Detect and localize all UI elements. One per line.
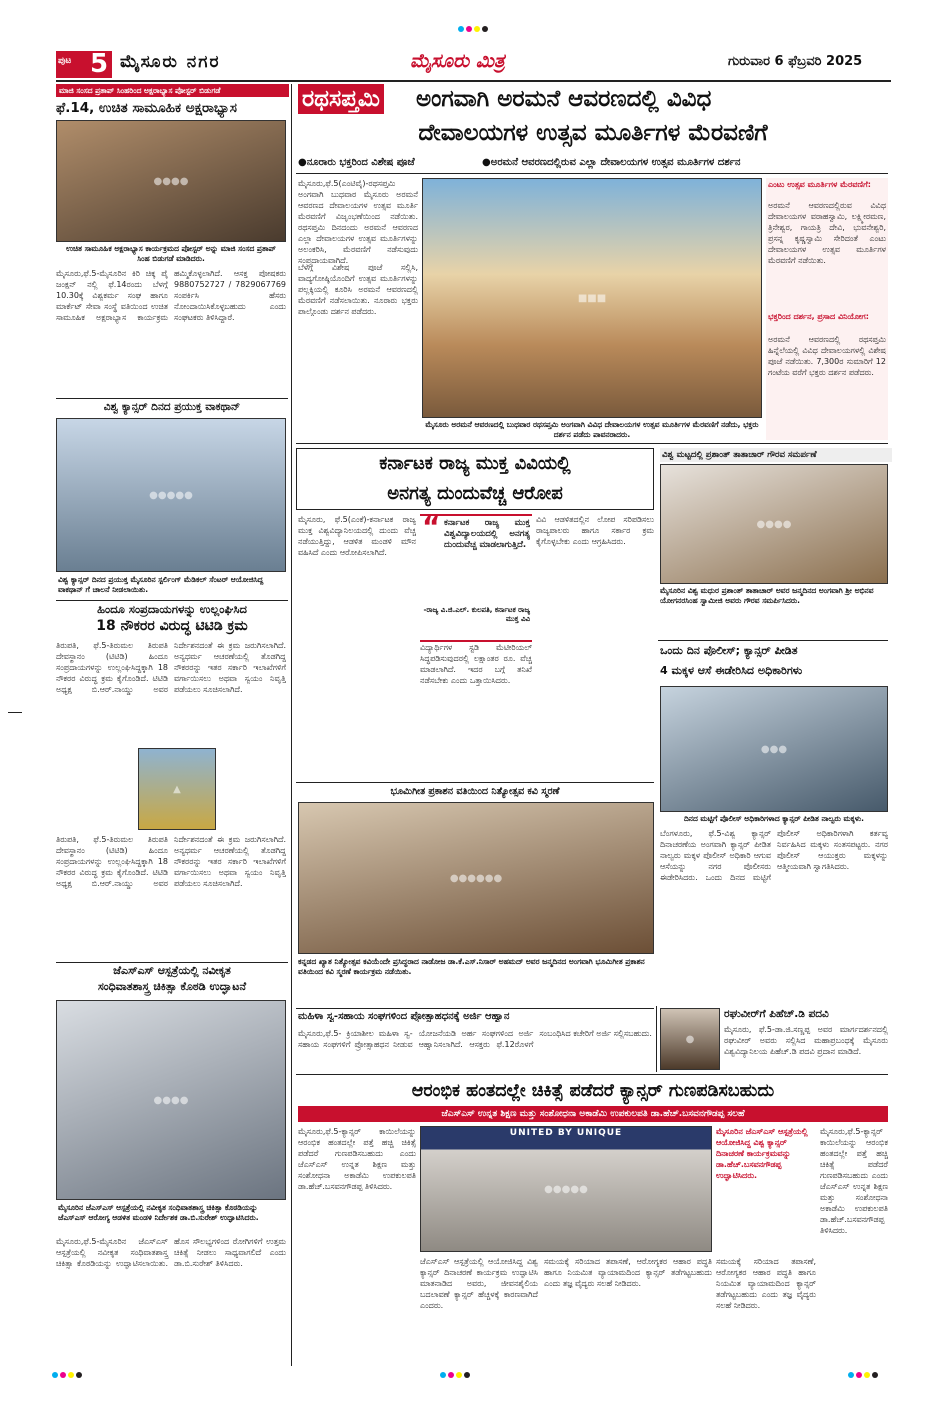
karnataka-col2: ವಿದ್ಯಾರ್ಥಿಗಳ ಸ್ಟಡಿ ಮೆಟೀರಿಯಲ್ ಸಿದ್ಧಪಡಿಸುವುದರಲ್ಲಿ ಲಕ್ಷಾಂತರ ರೂ. ವೆಚ್ಚ ಮಾಡಲಾಗಿದೆ. ಇದರ ಬಗ್ಗೆ ತನಿಖೆ ನಡೆಸಬೇಕು ಎಂದು ಒತ್ತಾಯಿಸಿದರು. — [420, 643, 532, 685]
section-title: ಮೈಸೂರು ನಗರ — [120, 52, 221, 72]
honor-caption: ಮೈಸೂರಿನ ವಿಶ್ವ ಮಧುರ ಪ್ರಶಾಂತ್ ತಾತಾಚಾರ್ ಅವರ ಜನ್ಮದಿನದ ಅಂಗವಾಗಿ ಶ್ರೀ ಅಭಿನವ ಯೋಗನರಸಿಂಹ ಸ್ವಾಮೀಜಿ ಅವರು ಗೌರವ ಸಮರ್ಪಿಸಿದರು. — [660, 586, 874, 605]
cmyk-dot — [864, 1372, 870, 1378]
ttd-body-cont: ತಿರುಪತಿ, ಫೆ.5-ತಿರುಮಲ ತಿರುಪತಿ ದೇವಸ್ಥಾನಂ (ಟಿಟಿಡಿ) ಹಿಂದೂ ಸಂಪ್ರದಾಯಗಳನ್ನು ಉಲ್ಲಂಘಿಸಿದ್ದಕ್ಕಾಗಿ 18 ನೌಕರರ ವಿರುದ್ಧ ಕ್ರಮ ಕೈಗೊಂಡಿದೆ. ಟಿಟಿಡಿ ಅಧ್ಯಕ್ಷ ಬಿ.ಆರ್.ನಾಯ್ಡು ಅವರ ನಿರ್ದೇಶನದಂತೆ ಈ ಕ್ರಮ ಜರುಗಿಸಲಾಗಿದೆ. ಅನ್ಯಧರ್ಮ ಆಚರಣೆಯಲ್ಲಿ ತೊಡಗಿದ್ದ ನೌಕರರನ್ನು ಇತರ ಸರ್ಕಾರಿ ಇಲಾಖೆಗಳಿಗೆ ವರ್ಗಾಯಿಸಲು ಅಥವಾ ಸ್ವಯಂ ನಿವೃತ್ತಿ ಪಡೆಯಲು ಸೂಚಿಸಲಾಗಿದೆ. — [56, 835, 286, 888]
cancer-col4: ಮೈಸೂರು,ಫೆ.5-ಕ್ಯಾನ್ಸರ್ ಕಾಯಿಲೆಯನ್ನು ಆರಂಭಿಕ ಹಂತದಲ್ಲೇ ಪತ್ತೆ ಹಚ್ಚಿ ಚಿಕಿತ್ಸೆ ಪಡೆದರೆ ಗುಣಪಡಿಸಬಹುದು ಎಂದು ಜೆಎಸ್‌ಎಸ್ ಉನ್ನತ ಶಿಕ್ಷಣ ಮತ್ತು ಸಂಶೋಧನಾ ಅಕಾಡೆಮಿ ಉಪಕುಲಪತಿ ಡಾ.ಹೆಚ್.ಬಸವನಗೌಡಪ್ಪ ತಿಳಿಸಿದರು. — [820, 1127, 888, 1235]
kavi-rule-top — [296, 782, 654, 783]
karnataka-quote: ಕರ್ನಾಟಕ ರಾಜ್ಯ ಮುಕ್ತ ವಿಶ್ವವಿದ್ಯಾಲಯದಲ್ಲಿ ಅನಗತ್ಯ ದುಂದುವೆಚ್ಚ ಮಾಡಲಾಗುತ್ತಿದೆ. — [444, 518, 530, 550]
cmyk-dot — [68, 1372, 74, 1378]
cmyk-dot — [464, 1372, 470, 1378]
cmyk-marks-top — [458, 26, 488, 32]
police-body: ಬೆಂಗಳೂರು, ಫೆ.5-ವಿಶ್ವ ಕ್ಯಾನ್ಸರ್ ದಿನಾಚರಣೆಯ ಅಂಗವಾಗಿ ಕ್ಯಾನ್ಸರ್ ಪೀಡಿತ ನಾಲ್ವರು ಮಕ್ಕಳ ಪೊಲೀಸ್ ಅಧಿಕಾರಿ ಆಗುವ ಆಸೆಯನ್ನು ನಗರ ಪೊಲೀಸರು ಈಡೇರಿಸಿದರು. ಒಂದು ದಿನದ ಮಟ್ಟಿಗೆ ಪೊಲೀಸ್ ಅಧಿಕಾರಿಗಳಾಗಿ ಕರ್ತವ್ಯ ನಿರ್ವಹಿಸಿದ ಮಕ್ಕಳು ಸಂತಸಪಟ್ಟರು. ನಗರ ಪೊಲೀಸ್ ಆಯುಕ್ತರು ಮಕ್ಕಳನ್ನು ಆತ್ಮೀಯವಾಗಿ ಸ್ವಾಗತಿಸಿದರು. — [660, 829, 888, 882]
ttd-temple-photo: ▲ — [138, 748, 216, 830]
cmyk-marks-bottom-left — [52, 1372, 82, 1378]
phd-headline: ರಘುವೀರ್‌ಗೆ ಪಿಹೆಚ್.ಡಿ ಪದವಿ — [724, 1008, 829, 1020]
kavi-photo: ●●●●●● — [298, 802, 654, 954]
cmyk-dot — [76, 1372, 82, 1378]
fold-mark — [8, 712, 22, 713]
police-rule-top — [658, 640, 888, 641]
cancer-col2: ಜೆಎಸ್‌ಎಸ್ ಆಸ್ಪತ್ರೆಯಲ್ಲಿ ಆಯೋಜಿಸಿದ್ದ ವಿಶ್ವ ಕ್ಯಾನ್ಸರ್ ದಿನಾಚರಣೆ ಕಾರ್ಯಕ್ರಮ ಉದ್ಘಾಟಿಸಿ ಮಾತನಾಡಿದ ಅವರು, ಜೀವನಶೈಲಿಯ ಬದಲಾವಣೆ ಕ್ಯಾನ್ಸರ್ ಹೆಚ್ಚಳಕ್ಕೆ ಕಾರಣವಾಗಿದೆ ಎಂದರು. — [420, 1257, 538, 1310]
walkathon-rule-top — [56, 398, 288, 399]
rathasaptami-headline-highlight: ರಥಸಪ್ತಮಿ — [298, 84, 384, 114]
masthead-rule — [56, 80, 891, 82]
literacy-photo: ●●●● — [56, 120, 286, 242]
walkathon-photo: ●●●●● — [56, 418, 286, 572]
rathasaptami-side-body2: ಅರಮನೆ ಆವರಣದಲ್ಲಿ ರಥಸಪ್ತಮಿ ಹಿನ್ನೆಲೆಯಲ್ಲಿ ವಿವಿಧ ದೇವಾಲಯಗಳಲ್ಲಿ ವಿಶೇಷ ಪೂಜೆ ನಡೆಯಿತು. 7,300ರ ಸುಮಾರಿಗೆ 12 ಗಂಟೆಯ ವರೆಗೆ ಭಕ್ತರು ದರ್ಶನ ಪಡೆದರು. — [768, 335, 886, 377]
cancer-headline: ಆರಂಭಿಕ ಹಂತದಲ್ಲೇ ಚಿಕಿತ್ಸೆ ಪಡೆದರೆ ಕ್ಯಾನ್ಸರ್ ಗುಣಪಡಿಸಬಹುದು — [411, 1081, 775, 1101]
cmyk-dot — [440, 1372, 446, 1378]
jss-headline-1: ಜೆಎಸ್‌ಎಸ್ ಆಸ್ಪತ್ರೆಯಲ್ಲಿ ನವೀಕೃತ — [113, 964, 231, 977]
walkathon-headline: ವಿಶ್ವ ಕ್ಯಾನ್ಸರ್ ದಿನದ ಪ್ರಯುಕ್ತ ವಾಕಥಾನ್ — [103, 401, 241, 413]
kavi-caption: ಕನ್ನಡದ ಖ್ಯಾತ ನಿತ್ಯೋತ್ಸವ ಕವಿಯೆಂದೇ ಪ್ರಸಿದ್ಧರಾದ ನಾಡೋಜ ಡಾ.ಕೆ.ಎಸ್.ನಿಸಾರ್ ಅಹಮದ್ ಅವರ ಜನ್ಮದಿನದ ಅಂಗವಾಗಿ ಭೂಮಿಗೀತ ಪ್ರಕಾಶನ ವತಿಯಿಂದ ಕವಿ ಸ್ಮರಣೆ ಕಾರ್ಯಕ್ರಮ ನಡೆಯಿತು. — [298, 957, 645, 976]
cancer-side-caption: ಮೈಸೂರಿನ ಜೆಎಸ್‌ಎಸ್ ಆಸ್ಪತ್ರೆಯಲ್ಲಿ ಆಯೋಜಿಸಿದ್ದ ವಿಶ್ವ ಕ್ಯಾನ್ಸರ್ ದಿನಾಚರಣೆ ಕಾರ್ಯಕ್ರಮವನ್ನು ಡಾ.ಹೆಚ್.ಬಸವನಗೌಡಪ್ಪ ಉದ್ಘಾಟಿಸಿದರು. — [716, 1127, 808, 1180]
rathasaptami-side-body: ಅರಮನೆ ಆವರಣದಲ್ಲಿರುವ ವಿವಿಧ ದೇವಾಲಯಗಳ ವರಾಹಸ್ವಾಮಿ, ಲಕ್ಷ್ಮೀರಮಣ, ತ್ರಿನೇಶ್ವರ, ಗಾಯತ್ರಿ ದೇವಿ, ಭುವನೇಶ್ವರಿ, ಪ್ರಸನ್ನ ಕೃಷ್ಣಸ್ವಾಮಿ ಸೇರಿದಂತೆ ಎಂಟು ದೇವಾಲಯಗಳ ಉತ್ಸವ ಮೂರ್ತಿಗಳ ಮೆರವಣಿಗೆ ನಡೆಯಿತು. — [768, 201, 886, 265]
cmyk-dot — [848, 1372, 854, 1378]
cmyk-dot — [458, 26, 464, 32]
cmyk-marks-bottom-right — [848, 1372, 878, 1378]
cmyk-dot — [466, 26, 472, 32]
rathasaptami-headline-1: ಅಂಗವಾಗಿ ಅರಮನೆ ಆವರಣದಲ್ಲಿ ವಿವಿಧ — [416, 86, 712, 112]
left-column-rule — [291, 84, 292, 1366]
cancer-col5: ಸಮಯಕ್ಕೆ ಸರಿಯಾದ ತಪಾಸಣೆ, ಆರೋಗ್ಯಕರ ಆಹಾರ ಪದ್ಧತಿ ಹಾಗೂ ನಿಯಮಿತ ವ್ಯಾಯಾಮದಿಂದ ಕ್ಯಾನ್ಸರ್ ತಡೆಗಟ್ಟಬಹುದು ಎಂದು ತಜ್ಞ ವೈದ್ಯರು ಸಲಹೆ ನೀಡಿದರು. — [716, 1257, 816, 1310]
cmyk-dot — [60, 1372, 66, 1378]
jss-rule-top — [56, 962, 288, 963]
karnataka-headline-1: ಕರ್ನಾಟಕ ರಾಜ್ಯ ಮುಕ್ತ ವಿವಿಯಲ್ಲಿ — [379, 453, 571, 474]
honor-photo: ●●●● — [660, 464, 888, 584]
literacy-kicker: ಮಾಜಿ ಸಂಸದ ಪ್ರತಾಪ್ ಸಿಂಹರಿಂದ ಅಕ್ಷರಾಭ್ಯಾಸ ಪೋಸ್ಟರ್ ಬಿಡುಗಡೆ — [56, 84, 289, 97]
ttd-headline-1: ಹಿಂದೂ ಸಂಪ್ರದಾಯಗಳನ್ನು ಉಲ್ಲಂಘಿಸಿದ — [97, 602, 247, 616]
literacy-headline: ಫೆ.14, ಉಚಿತ ಸಾಮೂಹಿಕ ಅಕ್ಷರಾಭ್ಯಾಸ — [56, 100, 237, 116]
cancer-rule-top — [296, 1074, 888, 1075]
literacy-body: ಮೈಸೂರು,ಫೆ.5-ಮೈಸೂರಿನ ಕಿರಿ ಚಿಕ್ಕ ಪೈ ಜಂಕ್ಷನ್ ನಲ್ಲಿ ಫೆ.14ರಂದು ಬೆಳಗ್ಗೆ 10.30ಕ್ಕೆ ವಿಶ್ವಕರ್ಮ ಸಂಘ ಹಾಗೂ ಮಾರ್ಕೆಟ್ ಸೇವಾ ಸಂಸ್ಥೆ ವತಿಯಿಂದ ಉಚಿತ ಸಾಮೂಹಿಕ ಅಕ್ಷರಾಭ್ಯಾಸ ಕಾರ್ಯಕ್ರಮ ಹಮ್ಮಿಕೊಳ್ಳಲಾಗಿದೆ. ಆಸಕ್ತ ಪೋಷಕರು 9880752727 / 7829067769 ಸಂಪರ್ಕಿಸಿ ಹೆಸರು ನೋಂದಾಯಿಸಿಕೊಳ್ಳಬಹುದು ಎಂದು ಸಂಘಟಕರು ತಿಳಿಸಿದ್ದಾರೆ. — [56, 269, 286, 322]
rathasaptami-subhead-rule — [296, 173, 888, 174]
ttd-body: ತಿರುಪತಿ, ಫೆ.5-ತಿರುಮಲ ತಿರುಪತಿ ದೇವಸ್ಥಾನಂ (ಟಿಟಿಡಿ) ಹಿಂದೂ ಸಂಪ್ರದಾಯಗಳನ್ನು ಉಲ್ಲಂಘಿಸಿದ್ದಕ್ಕಾಗಿ 18 ನೌಕರರ ವಿರುದ್ಧ ಕ್ರಮ ಕೈಗೊಂಡಿದೆ. ಟಿಟಿಡಿ ಅಧ್ಯಕ್ಷ ಬಿ.ಆರ್.ನಾಯ್ಡು ಅವರ ನಿರ್ದೇಶನದಂತೆ ಈ ಕ್ರಮ ಜರುಗಿಸಲಾಗಿದೆ. ಅನ್ಯಧರ್ಮ ಆಚರಣೆಯಲ್ಲಿ ತೊಡಗಿದ್ದ ನೌಕರರನ್ನು ಇತರ ಸರ್ಕಾರಿ ಇಲಾಖೆಗಳಿಗೆ ವರ್ಗಾಯಿಸಲು ಅಥವಾ ಸ್ವಯಂ ನಿವೃತ್ತಿ ಪಡೆಯಲು ಸೂಚಿಸಲಾಗಿದೆ. — [56, 641, 286, 694]
page-label: ಪುಟ — [58, 56, 72, 66]
police-photo: ●●● — [660, 686, 888, 812]
rathasaptami-side-heading2: ಭಕ್ತರಿಂದ ದರ್ಶನ, ಪ್ರಸಾದ ವಿನಿಯೋಗ: — [768, 312, 869, 321]
cmyk-dot — [856, 1372, 862, 1378]
karnataka-headline-2: ಅನಗತ್ಯ ದುಂದುವೆಚ್ಚ ಆರೋಪ — [387, 483, 563, 504]
honor-headline: ವಿಶ್ವ ಮಟ್ಟದಲ್ಲಿ ಪ್ರಶಾಂತ್ ತಾತಾಚಾರ್ ಗೌರವ ಸಮರ್ಪಣೆ — [660, 448, 892, 462]
palace-photo: ■■■ — [422, 178, 762, 418]
jss-photo: ●●●● — [56, 1000, 286, 1200]
cancer-photo: ●●●●● — [420, 1126, 712, 1252]
cmyk-dot — [482, 26, 488, 32]
literacy-caption: ಉಚಿತ ಸಾಮೂಹಿಕ ಅಕ್ಷರಾಭ್ಯಾಸ ಕಾರ್ಯಕ್ರಮದ ಪೋಸ್ಟರ್ ಅನ್ನು ಮಾಜಿ ಸಂಸದ ಪ್ರತಾಪ್ ಸಿಂಹ ಬಿಡುಗಡೆ ಮಾಡಿದರು. — [66, 244, 276, 263]
phd-portrait: ● — [660, 1008, 720, 1070]
cmyk-dot — [52, 1372, 58, 1378]
rathasaptami-subhead-2: ●ಅರಮನೆ ಆವರಣದಲ್ಲಿರುವ ಎಲ್ಲಾ ದೇವಾಲಯಗಳ ಉತ್ಸವ ಮೂರ್ತಿಗಳ ದರ್ಶನ — [482, 157, 741, 168]
karnataka-col3: ವಿವಿ ಆಡಳಿತದಲ್ಲಿನ ಲೋಪ ಸರಿಪಡಿಸಲು ರಾಜ್ಯಪಾಲರು ಹಾಗೂ ಸರ್ಕಾರ ಕ್ರಮ ಕೈಗೊಳ್ಳಬೇಕು ಎಂದು ಆಗ್ರಹಿಸಿದರು. — [536, 515, 654, 546]
karnataka-col1: ಮೈಸೂರು, ಫೆ.5(ಎಂಕೆ)-ಕರ್ನಾಟಕ ರಾಜ್ಯ ಮುಕ್ತ ವಿಶ್ವವಿದ್ಯಾನಿಲಯದಲ್ಲಿ ದುಂದು ವೆಚ್ಚ ನಡೆಯುತ್ತಿದ್ದು, ಆಡಳಿತ ಮಂಡಳಿ ಮೌನ ವಹಿಸಿದೆ ಎಂದು ಆರೋಪಿಸಲಾಗಿದೆ. — [298, 515, 416, 557]
rathasaptami-subhead-1: ●ನೂರಾರು ಭಕ್ತರಿಂದ ವಿಶೇಷ ಪೂಜೆ — [298, 157, 415, 168]
cancer-col3: ಸಮಯಕ್ಕೆ ಸರಿಯಾದ ತಪಾಸಣೆ, ಆರೋಗ್ಯಕರ ಆಹಾರ ಪದ್ಧತಿ ಹಾಗೂ ನಿಯಮಿತ ವ್ಯಾಯಾಮದಿಂದ ಕ್ಯಾನ್ಸರ್ ತಡೆಗಟ್ಟಬಹುದು ಎಂದು ತಜ್ಞ ವೈದ್ಯರು ಸಲಹೆ ನೀಡಿದರು. — [544, 1257, 712, 1288]
kavi-headline: ಭೂಮಿಗೀತ ಪ್ರಕಾಶನ ವತಿಯಿಂದ ನಿತ್ಯೋತ್ಸವ ಕವಿ ಸ್ಮರಣೆ — [390, 786, 560, 797]
women-body: ಮೈಸೂರು,ಫೆ.5- ಕ್ರಿಯಾಶೀಲ ಮಹಿಳಾ ಸ್ವ-ಸಹಾಯ ಸಂಘಗಳಿಗೆ ಪ್ರೋತ್ಸಾಹಧನ ನೀಡುವ ಯೋಜನೆಯಡಿ ಅರ್ಹ ಸಂಘಗಳಿಂದ ಅರ್ಜಿ ಆಹ್ವಾನಿಸಲಾಗಿದೆ. ಆಸಕ್ತರು ಫೆ.12ರೊಳಗೆ ಸಂಬಂಧಿಸಿದ ಕಚೇರಿಗೆ ಅರ್ಜಿ ಸಲ್ಲಿಸಬಹುದು. — [298, 1029, 652, 1049]
jss-body: ಮೈಸೂರು,ಫೆ.5-ಮೈಸೂರಿನ ಜೆಎಸ್‌ಎಸ್ ಆಸ್ಪತ್ರೆಯಲ್ಲಿ ನವೀಕೃತ ಸಂಧಿವಾತಶಾಸ್ತ್ರ ಚಿಕಿತ್ಸಾ ಕೊಠಡಿಯನ್ನು ಉದ್ಘಾಟಿಸಲಾಯಿತು. ಹೊಸ ಸೌಲಭ್ಯಗಳಿಂದ ರೋಗಿಗಳಿಗೆ ಉತ್ತಮ ಚಿಕಿತ್ಸೆ ನೀಡಲು ಸಾಧ್ಯವಾಗಲಿದೆ ಎಂದು ಡಾ.ಬಿ.ಸುರೇಶ್ ತಿಳಿಸಿದರು. — [56, 1237, 286, 1268]
cmyk-dot — [474, 26, 480, 32]
rathasaptami-headline-2: ದೇವಾಲಯಗಳ ಉತ್ಸವ ಮೂರ್ತಿಗಳ ಮೆರವಣಿಗೆ — [418, 120, 768, 146]
rathasaptami-col1: ಮೈಸೂರು,ಫೆ.5(ಎಂಟಿವೈ)-ರಥಸಪ್ತಮಿ ಅಂಗವಾಗಿ ಬುಧವಾರ ಮೈಸೂರು ಅರಮನೆ ಆವರಣದ ದೇವಾಲಯಗಳ ಉತ್ಸವ ಮೂರ್ತಿ ಮೆರವಣಿಗೆ ವಿಜೃಂಭಣೆಯಿಂದ ನಡೆಯಿತು. ರಥಸಪ್ತಮಿ ದಿನದಂದು ಅರಮನೆ ಆವರಣದ ಎಲ್ಲಾ ದೇವಾಲಯಗಳ ಉತ್ಸವ ಮೂರ್ತಿಗಳನ್ನು ಅಲಂಕರಿಸಿ, ಮೆರವಣಿಗೆ ನಡೆಸುವುದು ಸಂಪ್ರದಾಯವಾಗಿದೆ. — [298, 179, 418, 265]
cmyk-marks-bottom-center — [440, 1372, 470, 1378]
ttd-headline-2: 18 ನೌಕರರ ವಿರುದ್ಧ ಟಿಟಿಡಿ ಕ್ರಮ — [96, 618, 248, 634]
women-rule-top — [296, 1008, 654, 1009]
cancer-subhead: ಜೆಎಸ್‌ಎಸ್ ಉನ್ನತ ಶಿಕ್ಷಣ ಮತ್ತು ಸಂಶೋಧನಾ ಅಕಾಡೆಮಿ ಉಪಕುಲಪತಿ ಡಾ.ಹೆಚ್.ಬಸವನಗೌಡಪ್ಪ ಸಲಹೆ — [298, 1106, 888, 1122]
karnataka-quote-attrib: -ರಾಜ್ಯ ವಿ.ಜಿ.ಎಲ್. ಕುಲಪತಿ, ಕರ್ನಾಟಕ ರಾಜ್ಯ ಮುಕ್ತ ವಿವಿ — [423, 606, 530, 623]
walkathon-caption: ವಿಶ್ವ ಕ್ಯಾನ್ಸರ್ ದಿನದ ಪ್ರಯುಕ್ತ ಮೈಸೂರಿನ ಸ್ಟರ್ಲಿಂಗ್ ಮೆಡಿಕಲ್ ಸೆಂಟರ್ ಆಯೋಜಿಸಿದ್ದ ವಾಕಥಾನ್ ಗೆ ಚಾಲನೆ ನೀಡಲಾಯಿತು. — [58, 575, 264, 594]
jss-caption: ಮೈಸೂರಿನ ಜೆಎಸ್‌ಎಸ್ ಆಸ್ಪತ್ರೆಯಲ್ಲಿ ನವೀಕೃತ ಸಂಧಿವಾತಶಾಸ್ತ್ರ ಚಿಕಿತ್ಸಾ ಕೊಠಡಿಯನ್ನು ಜೆಎಸ್‌ಎಸ್ ಆರೋಗ್ಯ ಆಡಳಿತ ಮಂಡಳಿ ನಿರ್ದೇಶಕ ಡಾ.ಬಿ.ಸುರೇಶ್ ಉದ್ಘಾಟಿಸಿದರು. — [58, 1203, 259, 1222]
cmyk-dot — [872, 1372, 878, 1378]
ttd-rule-top — [56, 600, 288, 601]
cmyk-dot — [448, 1372, 454, 1378]
jss-headline-2: ಸಂಧಿವಾತಶಾಸ್ತ್ರ ಚಿಕಿತ್ಸಾ ಕೊಠಡಿ ಉದ್ಘಾಟನೆ — [97, 980, 247, 993]
phd-rule-left — [656, 1006, 657, 1072]
paper-name: ಮೈಸೂರು ಮಿತ್ರ — [410, 50, 505, 72]
cmyk-dot — [456, 1372, 462, 1378]
women-headline: ಮಹಿಳಾ ಸ್ವ-ಸಹಾಯ ಸಂಘಗಳಿಂದ ಪ್ರೋತ್ಸಾಹಧನಕ್ಕೆ ಅರ್ಜಿ ಆಹ್ವಾನ — [298, 1011, 510, 1022]
quote-mark-icon: “ — [422, 510, 441, 543]
page-number: 5 — [90, 49, 109, 79]
phd-body: ಮೈಸೂರು, ಫೆ.5-ಡಾ.ಜಿ.ಸಣ್ಣಪ್ಪ ಅವರ ಮಾರ್ಗದರ್ಶನದಲ್ಲಿ ರಘುವೀರ್ ಅವರು ಸಲ್ಲಿಸಿದ ಮಹಾಪ್ರಬಂಧಕ್ಕೆ ಮೈಸೂರು ವಿಶ್ವವಿದ್ಯಾನಿಲಯ ಪಿಹೆಚ್.ಡಿ ಪದವಿ ಪ್ರದಾನ ಮಾಡಿದೆ. — [724, 1025, 888, 1056]
police-caption: ದಿನದ ಮಟ್ಟಿಗೆ ಪೊಲೀಸ್ ಅಧಿಕಾರಿಗಳಾದ ಕ್ಯಾನ್ಸರ್ ಪೀಡಿತ ನಾಲ್ವರು ಮಕ್ಕಳು. — [683, 814, 865, 823]
rathasaptami-side-heading: ಎಂಟು ಉತ್ಸವ ಮೂರ್ತಿಗಳ ಮೆರವಣಿಗೆ: — [768, 180, 871, 189]
cancer-col1: ಮೈಸೂರು,ಫೆ.5-ಕ್ಯಾನ್ಸರ್ ಕಾಯಿಲೆಯನ್ನು ಆರಂಭಿಕ ಹಂತದಲ್ಲೇ ಪತ್ತೆ ಹಚ್ಚಿ ಚಿಕಿತ್ಸೆ ಪಡೆದರೆ ಗುಣಪಡಿಸಬಹುದು ಎಂದು ಜೆಎಸ್‌ಎಸ್ ಉನ್ನತ ಶಿಕ್ಷಣ ಮತ್ತು ಸಂಶೋಧನಾ ಅಕಾಡೆಮಿ ಉಪಕುಲಪತಿ ಡಾ.ಹೆಚ್.ಬಸವನಗೌಡಪ್ಪ ತಿಳಿಸಿದರು. — [298, 1127, 416, 1191]
cancer-banner-text: UNITED BY UNIQUE — [509, 1128, 623, 1138]
rathasaptami-caption: ಮೈಸೂರು ಅರಮನೆ ಆವರಣದಲ್ಲಿ ಬುಧವಾರ ರಥಸಪ್ತಮಿ ಅಂಗವಾಗಿ ವಿವಿಧ ದೇವಾಲಯಗಳ ಉತ್ಸವ ಮೂರ್ತಿಗಳ ಮೆರವಣಿಗೆ ನಡೆದು, ಭಕ್ತರು ದರ್ಶನ ಪಡೆದು ಪಾವನರಾದರು. — [425, 420, 759, 439]
police-headline-2: 4 ಮಕ್ಕಳ ಆಸೆ ಈಡೇರಿಸಿದ ಅಧಿಕಾರಿಗಳು — [660, 664, 803, 677]
police-headline-1: ಒಂದು ದಿನ ಪೊಲೀಸ್; ಕ್ಯಾನ್ಸರ್ ಪೀಡಿತ — [660, 644, 798, 657]
rathasaptami-bottom-rule — [296, 443, 888, 444]
issue-date: ಗುರುವಾರ 6 ಫೆಬ್ರವರಿ 2025 — [728, 54, 863, 69]
rathasaptami-col1b: ಬೆಳಗ್ಗೆ ವಿಶೇಷ ಪೂಜೆ ಸಲ್ಲಿಸಿ, ವಾದ್ಯಗೋಷ್ಠಿಯೊಂದಿಗೆ ಉತ್ಸವ ಮೂರ್ತಿಗಳನ್ನು ಪಲ್ಲಕ್ಕಿಯಲ್ಲಿ ಕೂರಿಸಿ ಅರಮನೆ ಆವರಣದಲ್ಲಿ ಮೆರವಣಿಗೆ ನಡೆಸಲಾಯಿತು. ನೂರಾರು ಭಕ್ತರು ಪಾಲ್ಗೊಂಡು ದರ್ಶನ ಪಡೆದರು. — [298, 263, 418, 316]
